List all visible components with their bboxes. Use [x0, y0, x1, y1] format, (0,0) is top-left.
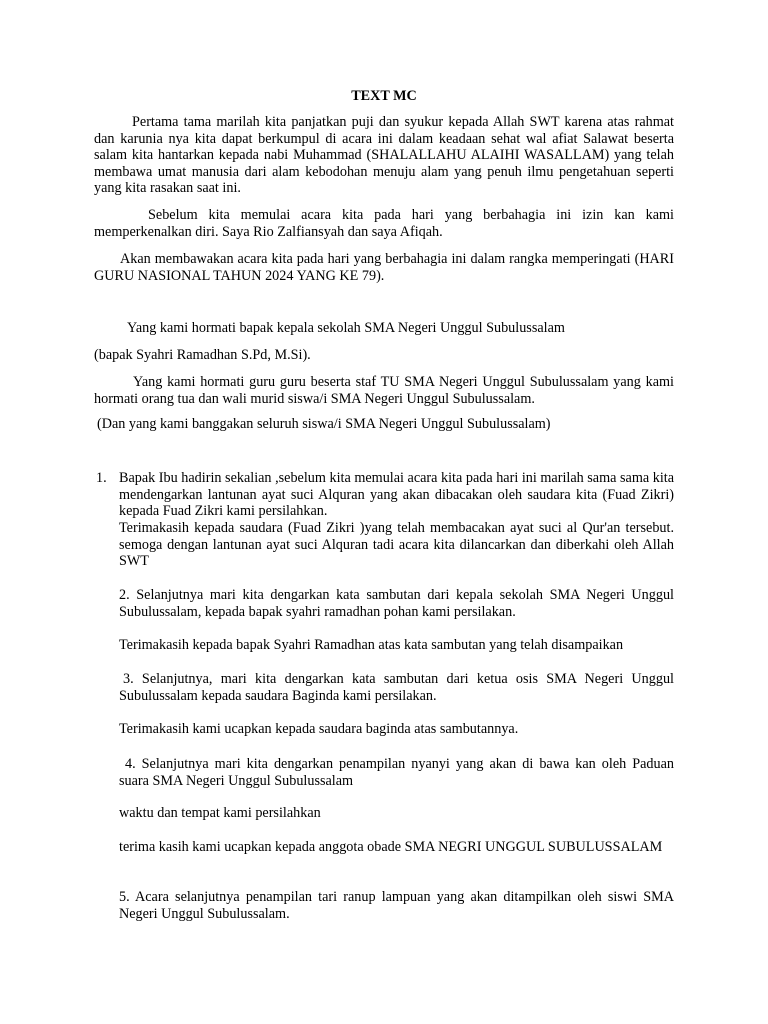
- agenda-item-osis-speech: 3. Selanjutnya, mari kita dengarkan kata sambutan dari ketua osis SMA Negeri Unggul Subulussalam kepada saudara Baginda kami persilakan.: [119, 671, 674, 704]
- greeting-students: (Dan yang kami banggakan seluruh siswa/i SMA Negeri Unggul Subulussalam): [97, 416, 551, 432]
- agenda-item-quran-reading: Bapak Ibu hadirin sekalian ,sebelum kita memulai acara kita pada hari ini marilah sama sama kita mendengarkan lantunan ayat suci Alquran yang akan dibacakan oleh saudara kita (Fuad Zikri) kepada Fuad Zikri kami persilahkan.: [119, 470, 674, 519]
- greeting-principal: Yang kami hormati bapak kepala sekolah SMA Negeri Unggul Subulussalam: [127, 320, 565, 336]
- agenda-item-principal-speech: 2. Selanjutnya mari kita dengarkan kata sambutan dari kepala sekolah SMA Negeri Unggul Subulussalam, kepada bapak syahri ramadhan pohan kami persilakan.: [119, 587, 674, 620]
- agenda-item-quran-thanks: Terimakasih kepada saudara (Fuad Zikri )yang telah membacakan ayat suci al Qur'an tersebut. semoga dengan lantunan ayat suci Alquran tadi acara kita dilancarkan dan diberkahi oleh Allah SWT: [119, 520, 674, 569]
- document-title: TEXT MC: [351, 88, 417, 104]
- intro-paragraph-prayer: Pertama tama marilah kita panjatkan puji dan syukur kepada Allah SWT karena atas rahmat dan karunia nya kita dapat berkumpul di acara ini dalam keadaan sehat wal afiat Salawat beserta salam kita hantarkan kepada nabi Muhammad (SHALALLAHU ALAIHI WASALLAM) yang telah membawa umat manusia dari alam kebodohan menuju alam yang penuh ilmu pengetahuan seperti yang kita rasakan saat ini.: [94, 114, 674, 196]
- agenda-item-dance: 5. Acara selanjutnya penampilan tari ranup lampuan yang akan ditampilkan oleh siswi SMA Negeri Unggul Subulussalam.: [119, 889, 674, 922]
- agenda-item-choir-invite: waktu dan tempat kami persilahkan: [119, 805, 321, 821]
- agenda-item-osis-thanks: Terimakasih kami ucapkan kepada saudara baginda atas sambutannya.: [119, 721, 519, 737]
- intro-paragraph-introduction: Sebelum kita memulai acara kita pada hari yang berbahagia ini izin kan kami memperkenalkan diri. Saya Rio Zalfiansyah dan saya Afiqah.: [94, 207, 674, 240]
- intro-paragraph-occasion: Akan membawakan acara kita pada hari yang berbahagia ini dalam rangka memperingati (HARI GURU NASIONAL TAHUN 2024 YANG KE 79).: [94, 251, 674, 284]
- agenda-item-choir-thanks: terima kasih kami ucapkan kepada anggota obade SMA NEGRI UNGGUL SUBULUSSALAM: [119, 839, 663, 855]
- greeting-principal-name: (bapak Syahri Ramadhan S.Pd, M.Si).: [94, 347, 311, 363]
- agenda-item-principal-thanks: Terimakasih kepada bapak Syahri Ramadhan atas kata sambutan yang telah disampaikan: [119, 637, 624, 653]
- agenda-number: 1.: [96, 470, 107, 486]
- greeting-teachers-parents: Yang kami hormati guru guru beserta staf TU SMA Negeri Unggul Subulussalam yang kami hormati orang tua dan wali murid siswa/i SMA Negeri Unggul Subulussalam.: [94, 374, 674, 407]
- agenda-item-choir: 4. Selanjutnya mari kita dengarkan penampilan nyanyi yang akan di bawa kan oleh Paduan suara SMA Negeri Unggul Subulussalam: [119, 756, 674, 789]
